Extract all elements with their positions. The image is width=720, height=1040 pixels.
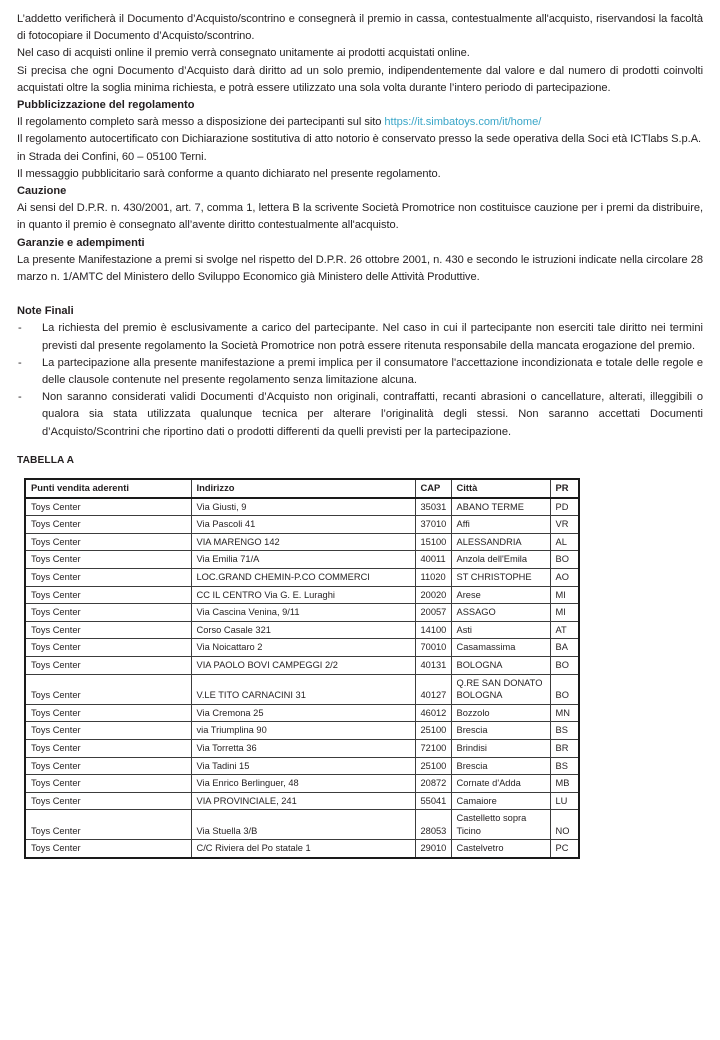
note-finali-item-text: Non saranno considerati validi Documenti d’Acquisto non originali, contraffatti, recanti abrasioni o cancellature, alterati, illeggibili o qualora sia stata utilizzata qualunque tecnica per alterare l’originalità degli stessi. Non saranno accettati Documenti d’Acquisto/Scontrini che riportino dati o prodotti differenti da quelli previsti per la partecipazione. [42, 391, 703, 438]
table-row [25, 586, 579, 604]
table-row [25, 604, 579, 622]
table-cell: LOC.GRAND CHEMIN-P.CO COMMERCI [191, 568, 415, 586]
table-cell: Arese [451, 586, 550, 604]
cauzione-text: Ai sensi del D.P.R. n. 430/2001, art. 7, comma 1, lettera B la scrivente Società Promotrice non costituisce cauzione per i premi da distribuire, in quanto il premio è consegnato all’avente diritto contestualmente all'acquisto. [17, 202, 703, 232]
table-cell: Toys Center [25, 792, 191, 810]
table-cell: Via Cremona 25 [191, 704, 415, 722]
column-header-punti-vendita: Punti vendita aderenti [25, 479, 191, 498]
note-finali-item [17, 389, 703, 441]
paragraph-2: Nel caso di acquisti online il premio verrà consegnato unitamente ai prodotti acquistati online. [17, 47, 470, 60]
tabella-a-label: TABELLA A [17, 455, 75, 466]
table-row [25, 739, 579, 757]
table-cell: Brescia [451, 757, 550, 775]
table-cell: V.LE TITO CARNACINI 31 [191, 674, 415, 704]
table-cell: CC IL CENTRO Via G. E. Luraghi [191, 586, 415, 604]
table-cell: 20057 [415, 604, 451, 622]
table-cell: Toys Center [25, 568, 191, 586]
table-row [25, 568, 579, 586]
table-cell: Brescia [451, 722, 550, 740]
table-cell: BA [550, 639, 579, 657]
table-cell: Affi [451, 516, 550, 534]
table-cell: Corso Casale 321 [191, 621, 415, 639]
table-cell: C/C Riviera del Po statale 1 [191, 840, 415, 858]
bullet-dash-icon: - [18, 322, 22, 335]
table-cell: Via Cascina Venina, 9/11 [191, 604, 415, 622]
table-cell: 35031 [415, 498, 451, 516]
table-cell: Via Giusti, 9 [191, 498, 415, 516]
table-cell: BO [550, 551, 579, 569]
table-cell: BOLOGNA [451, 656, 550, 674]
table-cell: 11020 [415, 568, 451, 586]
table-row [25, 621, 579, 639]
table-cell: PC [550, 840, 579, 858]
table-cell: Toys Center [25, 533, 191, 551]
pubblicizzazione-line-1 [17, 114, 703, 131]
table-cell: VIA MARENGO 142 [191, 533, 415, 551]
column-header-pr: PR [550, 479, 579, 498]
table-cell: Via Tadini 15 [191, 757, 415, 775]
table-cell: Toys Center [25, 498, 191, 516]
table-cell: AL [550, 533, 579, 551]
column-header-citta: Città [451, 479, 550, 498]
paragraph-1: L’addetto verificherà il Documento d’Acquisto/scontrino e consegnerà il premio in cassa, contestualmente all'acquisto, riservandosi la facoltà di fotocopiare il Documento d’Acquisto/scontrino. [17, 13, 703, 43]
table-row [25, 757, 579, 775]
regolamento-url-link[interactable]: https://it.simbatoys.com/it/home/ [384, 116, 542, 129]
table-cell: 40127 [415, 674, 451, 704]
table-cell: Toys Center [25, 704, 191, 722]
table-row [25, 498, 579, 516]
table-cell: Toys Center [25, 775, 191, 793]
table-cell: ASSAGO [451, 604, 550, 622]
table-cell: Toys Center [25, 757, 191, 775]
table-cell: Casamassima [451, 639, 550, 657]
table-head [25, 479, 579, 498]
table-cell: via Triumplina 90 [191, 722, 415, 740]
table-cell: 46012 [415, 704, 451, 722]
pubblicizzazione-line-2: Il regolamento autocertificato con Dichiarazione sostitutiva di atto notorio è conservato presso la sede operativa della Soci età ICTlabs S.p.A. in Strada dei Confini, 60 – 05100 Terni. [17, 133, 702, 163]
table-header-row [25, 479, 579, 498]
table-cell: MB [550, 775, 579, 793]
table-cell: AO [550, 568, 579, 586]
table-cell: Q.RE SAN DONATO BOLOGNA [451, 674, 550, 704]
table-cell: MN [550, 704, 579, 722]
table-cell: AT [550, 621, 579, 639]
pubblicizzazione-line-3: Il messaggio pubblicitario sarà conforme a quanto dichiarato nel presente regolamento. [17, 167, 441, 180]
table-cell: Via Stuella 3/B [191, 810, 415, 840]
table-cell: VIA PAOLO BOVI CAMPEGGI 2/2 [191, 656, 415, 674]
table-row [25, 792, 579, 810]
table-cell: 28053 [415, 810, 451, 840]
table-cell: MI [550, 586, 579, 604]
note-finali-item-text: La partecipazione alla presente manifestazione a premi implica per il consumatore l'accettazione incondizionata e totale delle regole e delle clausole contenute nel presente regolamento senza limitazione alcuna. [42, 356, 703, 387]
table-cell: 29010 [415, 840, 451, 858]
table-cell: Toys Center [25, 840, 191, 858]
table-cell: BO [550, 674, 579, 704]
table-cell: Bozzolo [451, 704, 550, 722]
column-header-cap: CAP [415, 479, 451, 498]
table-cell: MI [550, 604, 579, 622]
table-cell: Toys Center [25, 656, 191, 674]
table-row [25, 639, 579, 657]
table-cell: 20020 [415, 586, 451, 604]
table-cell: Toys Center [25, 810, 191, 840]
table-cell: Toys Center [25, 621, 191, 639]
table-cell: Toys Center [25, 604, 191, 622]
table-cell: LU [550, 792, 579, 810]
section-spacer [17, 286, 703, 303]
table-cell: Toys Center [25, 674, 191, 704]
table-cell: NO [550, 810, 579, 840]
table-cell: ABANO TERME [451, 498, 550, 516]
column-header-indirizzo: Indirizzo [191, 479, 415, 498]
pubblicizzazione-line-1-text: Il regolamento completo sarà messo a disposizione dei partecipanti sul sito [17, 116, 385, 129]
table-cell: VIA PROVINCIALE, 241 [191, 792, 415, 810]
document-body [17, 11, 703, 441]
table-cell: Castelvetro [451, 840, 550, 858]
table-cell: Castelletto sopra Ticino [451, 810, 550, 840]
table-cell: 25100 [415, 757, 451, 775]
table-cell: BS [550, 722, 579, 740]
table-cell: Brindisi [451, 739, 550, 757]
table-cell: Toys Center [25, 722, 191, 740]
punti-vendita-table [24, 478, 580, 859]
table-row [25, 656, 579, 674]
table-cell: Toys Center [25, 551, 191, 569]
table-cell: ST CHRISTOPHE [451, 568, 550, 586]
table-cell: 14100 [415, 621, 451, 639]
table-cell: Toys Center [25, 739, 191, 757]
bullet-dash-icon: - [18, 391, 22, 404]
table-row [25, 551, 579, 569]
heading-note-finali: Note Finali [17, 305, 74, 318]
table-cell: BS [550, 757, 579, 775]
table-cell: Cornate d'Adda [451, 775, 550, 793]
note-finali-item [17, 355, 703, 389]
table-cell: 15100 [415, 533, 451, 551]
table-row [25, 704, 579, 722]
table-row [25, 516, 579, 534]
table-cell: 55041 [415, 792, 451, 810]
table-cell: Via Noicattaro 2 [191, 639, 415, 657]
bullet-dash-icon: - [18, 356, 22, 369]
table-cell: Via Pascoli 41 [191, 516, 415, 534]
table-cell: 37010 [415, 516, 451, 534]
table-cell: Camaiore [451, 792, 550, 810]
note-finali-list [17, 320, 703, 440]
note-finali-item [17, 320, 703, 354]
table-cell: VR [550, 516, 579, 534]
heading-garanzie: Garanzie e adempimenti [17, 236, 145, 249]
paragraph-3: Si precisa che ogni Documento d’Acquisto darà diritto ad un solo premio, indipendentemente dal valore e dal numero di prodotti coinvolti acquistati oltre la soglia minima richiesta, e potrà essere utilizzato una sola volta durante l’intero periodo di partecipazione. [17, 64, 703, 94]
table-row [25, 775, 579, 793]
table-cell: ALESSANDRIA [451, 533, 550, 551]
table-cell: 70010 [415, 639, 451, 657]
table-cell: Via Enrico Berlinguer, 48 [191, 775, 415, 793]
table-cell: Asti [451, 621, 550, 639]
table-cell: 72100 [415, 739, 451, 757]
table-row [25, 810, 579, 840]
table-cell: 40131 [415, 656, 451, 674]
heading-pubblicizzazione: Pubblicizzazione del regolamento [17, 99, 195, 112]
table-cell: PD [550, 498, 579, 516]
table-cell: Via Torretta 36 [191, 739, 415, 757]
table-row [25, 722, 579, 740]
table-row [25, 533, 579, 551]
table-cell: Anzola dell'Emila [451, 551, 550, 569]
table-cell: BR [550, 739, 579, 757]
table-cell: Toys Center [25, 639, 191, 657]
table-row [25, 674, 579, 704]
table-cell: BO [550, 656, 579, 674]
table-cell: Toys Center [25, 516, 191, 534]
heading-cauzione: Cauzione [17, 185, 67, 198]
garanzie-text: La presente Manifestazione a premi si svolge nel rispetto del D.P.R. 26 ottobre 2001, n. 430 e secondo le istruzioni indicate nella circolare 28 marzo n. 1/AMTC del Ministero dello Sviluppo Economico già Ministero delle Attività Produttive. [17, 253, 703, 284]
table-body [25, 498, 579, 858]
table-cell: 25100 [415, 722, 451, 740]
table-row [25, 840, 579, 858]
note-finali-item-text: La richiesta del premio è esclusivamente a carico del partecipante. Nel caso in cui il partecipante non eserciti tale diritto nei termini previsti dal presente regolamento la Società Promotrice non potrà essere ritenuta responsabile della mancata erogazione del premio. [42, 322, 703, 352]
table-cell: Toys Center [25, 586, 191, 604]
table-cell: 40011 [415, 551, 451, 569]
table-cell: Via Emilia 71/A [191, 551, 415, 569]
table-cell: 20872 [415, 775, 451, 793]
